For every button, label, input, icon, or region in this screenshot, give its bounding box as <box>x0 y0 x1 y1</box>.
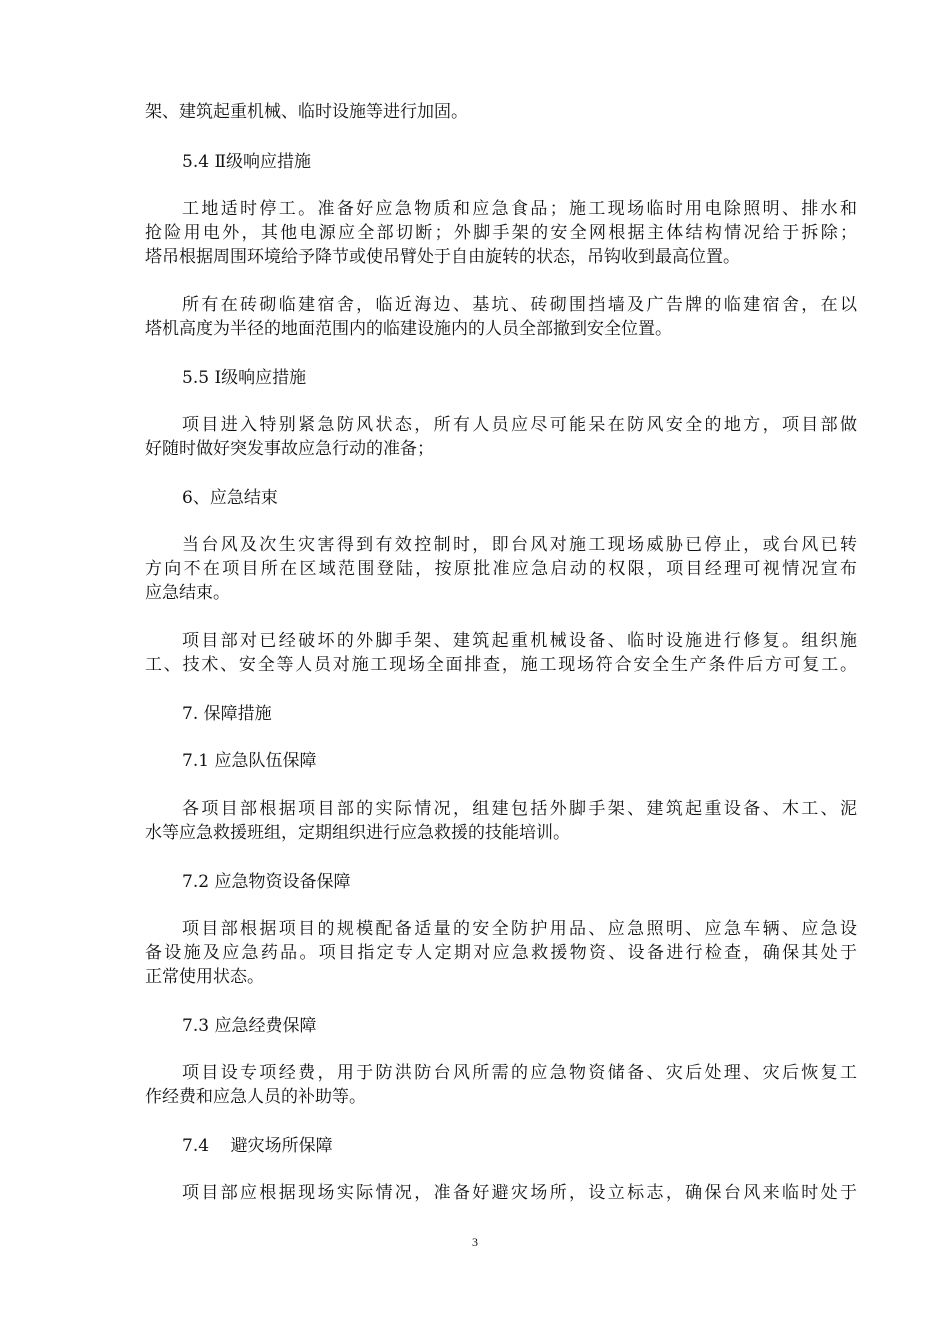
body-text-line: 所有在砖砌临建宿舍，临近海边、基坑、砖砌围挡墙及广告牌的临建宿舍，在以 <box>182 295 857 315</box>
body-text-line: 方向不在项目所在区域范围登陆，按原批准应急启动的权限，项目经理可视情况宣布 <box>145 559 857 579</box>
body-text-line: 工、技术、安全等人员对施工现场全面排查，施工现场符合安全生产条件后方可复工。 <box>145 655 857 675</box>
section-heading: 7.2 应急物资设备保障 <box>182 872 351 892</box>
section-heading: 7.4 避灾场所保障 <box>182 1136 333 1156</box>
body-text-line: 塔吊根据周围环境给予降节或使吊臂处于自由旋转的状态，吊钩收到最高位置。 <box>145 247 740 267</box>
body-text-line: 水等应急救援班组，定期组织进行应急救援的技能培训。 <box>145 823 570 843</box>
section-heading: 5.4 Ⅱ级响应措施 <box>182 152 311 172</box>
section-heading: 7. 保障措施 <box>182 704 272 724</box>
body-text-line: 当台风及次生灾害得到有效控制时，即台风对施工现场威胁已停止，或台风已转 <box>182 535 857 555</box>
body-text-line: 工地适时停工。准备好应急物质和应急食品；施工现场临时用电除照明、排水和 <box>182 199 857 219</box>
body-text-line: 项目部应根据现场实际情况，准备好避灾场所，设立标志，确保台风来临时处于 <box>182 1183 857 1203</box>
body-text-line: 项目设专项经费，用于防洪防台风所需的应急物资储备、灾后处理、灾后恢复工 <box>182 1063 857 1083</box>
body-text-line: 项目进入特别紧急防风状态，所有人员应尽可能呆在防风安全的地方，项目部做 <box>182 415 857 435</box>
page-number: 3 <box>472 1235 478 1249</box>
body-text-line: 项目部对已经破坏的外脚手架、建筑起重机械设备、临时设施进行修复。组织施 <box>182 631 857 651</box>
section-heading: 7.3 应急经费保障 <box>182 1016 317 1036</box>
body-text-line: 作经费和应急人员的补助等。 <box>145 1087 366 1107</box>
body-text-line: 正常使用状态。 <box>145 967 264 987</box>
body-text-line: 抢险用电外，其他电源应全部切断；外脚手架的安全网根据主体结构情况给于拆除； <box>145 223 857 243</box>
body-text-line: 应急结束。 <box>145 583 230 603</box>
body-text-line: 好随时做好突发事故应急行动的准备； <box>145 439 434 459</box>
body-text-line: 塔机高度为半径的地面范围内的临建设施内的人员全部撤到安全位置。 <box>145 319 672 339</box>
body-text-line: 各项目部根据项目部的实际情况，组建包括外脚手架、建筑起重设备、木工、泥 <box>182 799 857 819</box>
section-heading: 7.1 应急队伍保障 <box>182 751 317 771</box>
section-heading: 5.5 Ⅰ级响应措施 <box>182 368 307 388</box>
section-heading: 6、应急结束 <box>182 488 278 508</box>
body-text-line: 备设施及应急药品。项目指定专人定期对应急救援物资、设备进行检查，确保其处于 <box>145 943 857 963</box>
body-text-line: 架、建筑起重机械、临时设施等进行加固。 <box>145 102 468 122</box>
body-text-line: 项目部根据项目的规模配备适量的安全防护用品、应急照明、应急车辆、应急设 <box>182 919 857 939</box>
